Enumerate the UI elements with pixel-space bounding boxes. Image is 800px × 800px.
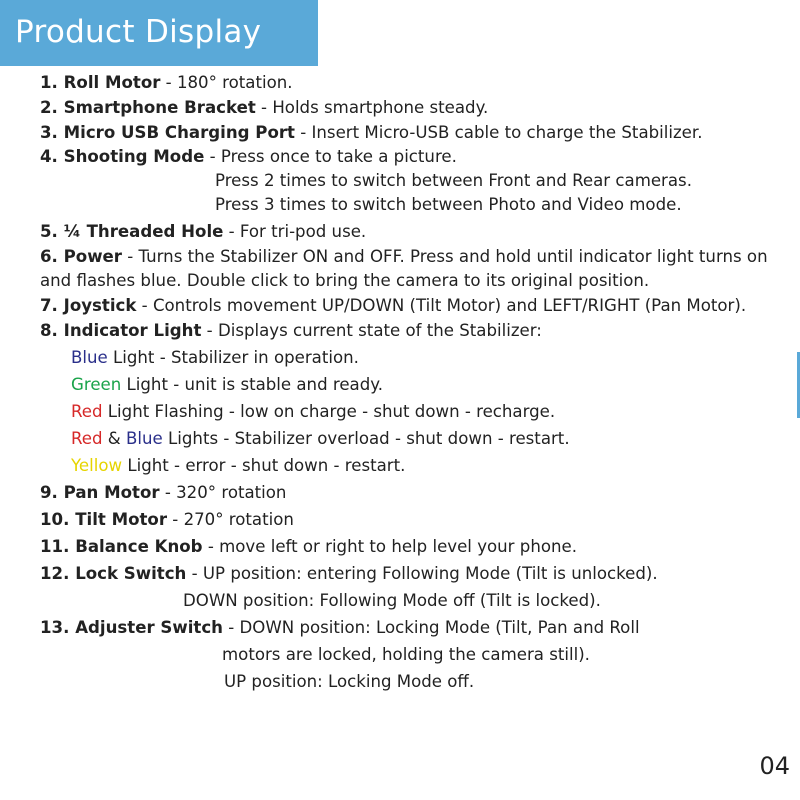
item-description: - move left or right to help level your phone. [202,537,577,556]
color-word: Blue [71,348,108,367]
item-label: 7. Joystick [40,296,137,315]
item-description: - 270° rotation [167,510,294,529]
item-continuation: Press 3 times to switch between Photo and Video mode. [215,195,682,214]
state-text: Light Flashing - low on charge - shut down - recharge. [102,402,556,421]
item-label: 9. Pan Motor [40,483,160,502]
list-item-shooting-mode [40,145,785,169]
item-continuation: DOWN position: Following Mode off (Tilt is locked). [183,591,601,610]
list-item-power [40,245,785,293]
item-label: 8. Indicator Light [40,321,202,340]
list-item-smartphone-bracket [40,96,785,120]
state-text: Light - Stabilizer in operation. [107,348,359,367]
item-label: 2. Smartphone Bracket [40,98,256,117]
list-item-micro-usb-port [40,121,785,145]
item-description: - Insert Micro-USB cable to charge the Stabilizer. [294,123,703,142]
color-word: Red [71,429,103,448]
item-description: - Displays current state of the Stabilizer: [201,321,542,340]
indicator-state-green [40,373,785,397]
page-title: Product Display [15,14,262,50]
item-label: 5. ¼ Threaded Hole [40,222,224,241]
item-label: 11. Balance Knob [40,537,203,556]
state-text: Lights - Stabilizer overload - shut down - restart. [162,429,570,448]
list-item-lock-switch [40,562,785,586]
list-item-roll-motor [40,71,785,95]
joiner: & [102,429,127,448]
list-item-adjuster-switch [40,616,785,640]
list-item-joystick [40,294,785,318]
list-item-indicator-light [40,319,785,343]
item-label: 12. Lock Switch [40,564,187,583]
item-description: - 180° rotation. [160,73,293,92]
item-description: - Holds smartphone steady. [255,98,489,117]
item-description: - Press once to take a picture. [204,147,457,166]
color-word: Yellow [71,456,123,475]
item-label: 1. Roll Motor [40,73,161,92]
indicator-state-blue [40,346,785,370]
color-word: Red [71,402,103,421]
item-label: 3. Micro USB Charging Port [40,123,295,142]
indicator-state-yellow [40,454,785,478]
item-continuation: UP position: Locking Mode off. [224,672,475,691]
item-label: 6. Power [40,247,122,266]
item-label: 10. Tilt Motor [40,510,168,529]
item-label: 13. Adjuster Switch [40,618,223,637]
item-description: - 320° rotation [159,483,287,502]
item-description: - UP position: entering Following Mode (Tilt is unlocked). [186,564,658,583]
item-continuation: Press 2 times to switch between Front and Rear cameras. [215,171,692,190]
item-description: - DOWN position: Locking Mode (Tilt, Pan and Roll [222,618,640,637]
state-text: Light - error - shut down - restart. [122,456,406,475]
state-text: Light - unit is stable and ready. [121,375,383,394]
color-word: Blue [126,429,163,448]
item-continuation: motors are locked, holding the camera still). [222,645,590,664]
indicator-state-red [40,400,785,424]
header-banner [0,0,318,66]
indicator-state-red-blue [40,427,785,451]
item-description: - Turns the Stabilizer ON and OFF. Press and hold until indicator light turns on and flashes blue. Double click to bring the camera to its original position. [40,247,768,290]
list-item-balance-knob [40,535,785,559]
page-number: 04 [759,752,790,780]
item-label: 4. Shooting Mode [40,147,205,166]
list-item-pan-motor [40,481,785,505]
color-word: Green [71,375,122,394]
item-description: - Controls movement UP/DOWN (Tilt Motor) and LEFT/RIGHT (Pan Motor). [136,296,747,315]
item-description: - For tri-pod use. [223,222,367,241]
list-item-tilt-motor [40,508,785,532]
list-item-threaded-hole [40,220,785,244]
product-parts-list [40,71,785,694]
